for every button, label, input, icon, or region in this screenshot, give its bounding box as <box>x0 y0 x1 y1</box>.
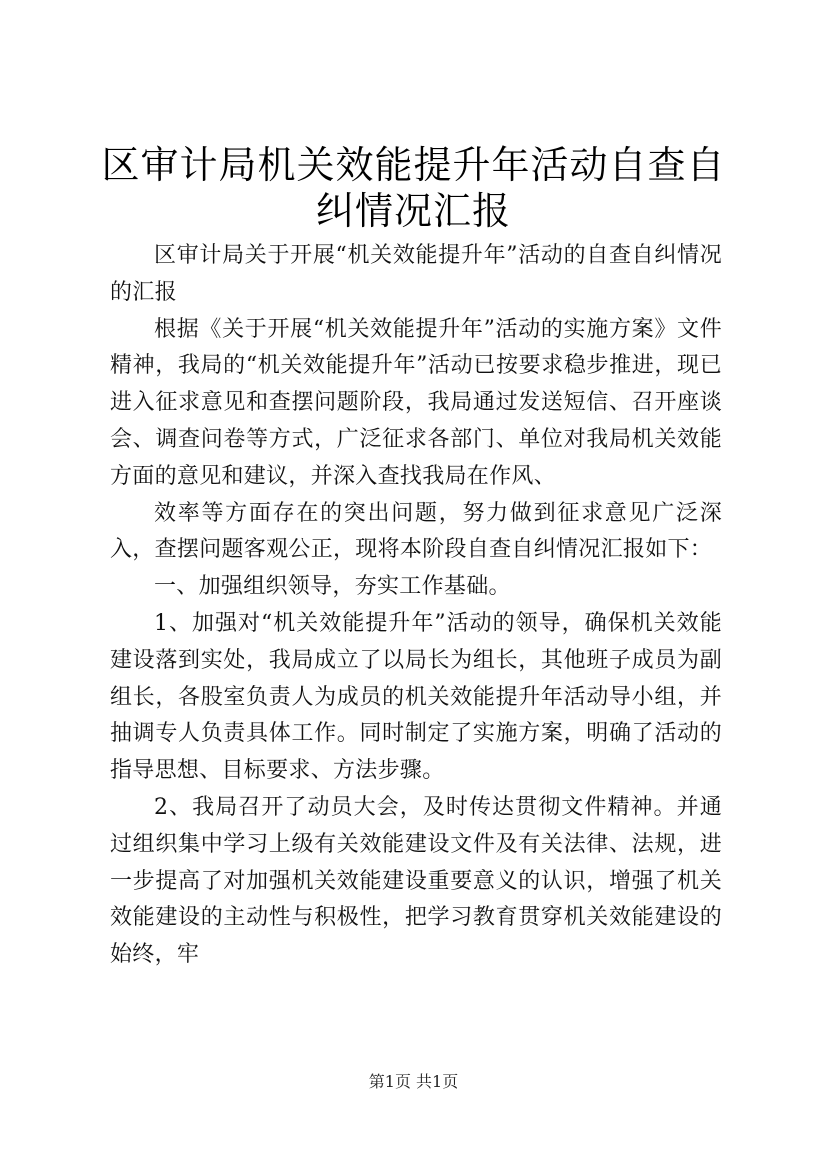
paragraph: 效率等方面存在的突出问题，努力做到征求意见广泛深入，查摆问题客观公正，现将本阶段自查自纠情况汇报如下： <box>110 500 722 563</box>
paragraph: 1、加强对“机关效能提升年”活动的领导，确保机关效能建设落到实处，我局成立了以局长为组长，其他班子成员为副组长，各股室负责人为成员的机关效能提升年活动导小组，并抽调专人负责具体工作。同时制定了实施方案，明确了活动的指导思想、目标要求、方法步骤。 <box>110 610 722 784</box>
paragraph: 根据《关于开展“机关效能提升年”活动的实施方案》文件精神，我局的“机关效能提升年”活动已按要求稳步推进，现已进入征求意见和查摆问题阶段，我局通过发送短信、召开座谈会、调查问卷等方式，广泛征求各部门、单位对我局机关效能方面的意见和建议，并深入查找我局在作风、 <box>110 316 722 489</box>
section-heading: 一、加强组织领导，夯实工作基础。 <box>154 574 511 600</box>
document-title: 区审计局机关效能提升年活动自查自纠情况汇报 <box>101 143 726 233</box>
paragraph-subtitle: 区审计局关于开展“机关效能提升年”活动的自查自纠情况的汇报 <box>110 243 722 305</box>
page-footer: 第1页 共1页 <box>368 1072 459 1091</box>
paragraph: 2、我局召开了动员大会，及时传达贯彻文件精神。并通过组织集中学习上级有关效能建设文件及有关法律、法规，进一步提高了对加强机关效能建设重要意义的认识，增强了机关效能建设的主动性与积极性，把学习教育贯穿机关效能建设的始终，牢 <box>110 794 722 968</box>
document-body <box>110 238 722 974</box>
